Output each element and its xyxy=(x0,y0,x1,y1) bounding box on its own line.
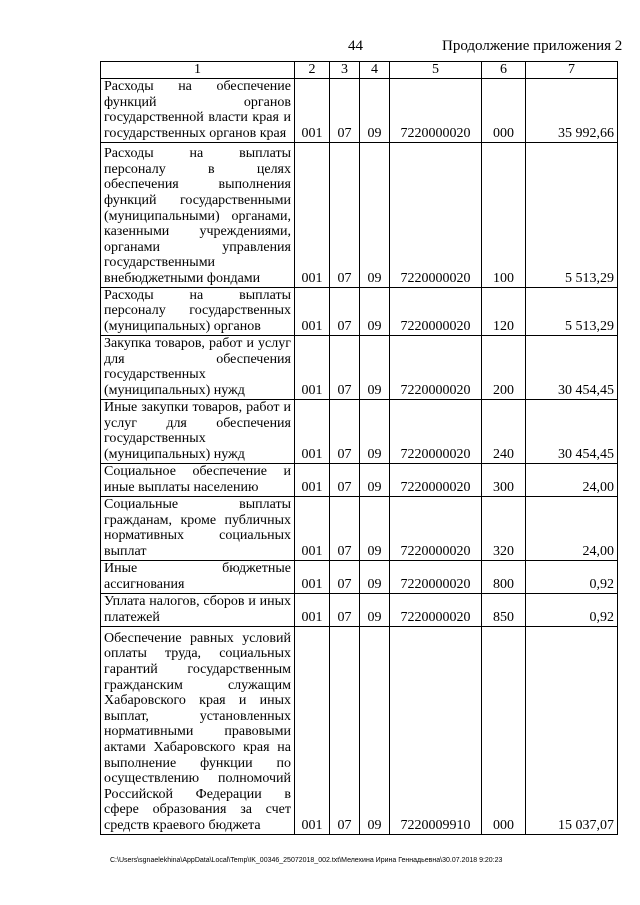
section-code: 07 xyxy=(330,335,360,399)
target-code: 7220000020 xyxy=(390,399,482,463)
table-row xyxy=(101,287,618,335)
target-code: 7220000020 xyxy=(390,593,482,626)
target-code: 7220000020 xyxy=(390,496,482,560)
amount: 5 513,29 xyxy=(526,287,618,335)
expense-type-code: 300 xyxy=(482,463,526,496)
subsection-code: 09 xyxy=(360,626,390,834)
section-code: 07 xyxy=(330,593,360,626)
expense-type-code: 320 xyxy=(482,496,526,560)
expense-type-code: 100 xyxy=(482,142,526,287)
section-code: 07 xyxy=(330,78,360,142)
page-number: 44 xyxy=(348,38,363,54)
amount: 5 513,29 xyxy=(526,142,618,287)
target-code: 7220000020 xyxy=(390,560,482,593)
subsection-code: 09 xyxy=(360,78,390,142)
target-code: 7220000020 xyxy=(390,287,482,335)
amount: 35 992,66 xyxy=(526,78,618,142)
section-code: 07 xyxy=(330,463,360,496)
section-code: 07 xyxy=(330,496,360,560)
column-header: 1 xyxy=(101,62,295,79)
expense-description: Социальное обеспечение и иные выплаты населению xyxy=(101,463,295,496)
table-body xyxy=(101,78,618,834)
target-code: 7220000020 xyxy=(390,78,482,142)
expense-type-code: 850 xyxy=(482,593,526,626)
admin-code: 001 xyxy=(295,78,330,142)
table-row xyxy=(101,399,618,463)
table-row xyxy=(101,560,618,593)
target-code: 7220000020 xyxy=(390,335,482,399)
budget-table xyxy=(100,61,618,835)
amount: 24,00 xyxy=(526,496,618,560)
table-row xyxy=(101,593,618,626)
table-row xyxy=(101,626,618,834)
admin-code: 001 xyxy=(295,142,330,287)
target-code: 7220000020 xyxy=(390,463,482,496)
amount: 30 454,45 xyxy=(526,399,618,463)
expense-description: Иные бюджетные ассигнования xyxy=(101,560,295,593)
amount: 30 454,45 xyxy=(526,335,618,399)
subsection-code: 09 xyxy=(360,496,390,560)
table-row xyxy=(101,78,618,142)
expense-description: Уплата налогов, сборов и иных платежей xyxy=(101,593,295,626)
expense-description: Расходы на обеспечение функций органов государственной власти края и государственных органов края xyxy=(101,78,295,142)
subsection-code: 09 xyxy=(360,560,390,593)
admin-code: 001 xyxy=(295,463,330,496)
subsection-code: 09 xyxy=(360,335,390,399)
column-header: 6 xyxy=(482,62,526,79)
target-code: 7220009910 xyxy=(390,626,482,834)
column-header: 4 xyxy=(360,62,390,79)
appendix-continuation-label: Продолжение приложения 2 xyxy=(442,38,623,54)
admin-code: 001 xyxy=(295,593,330,626)
header-row xyxy=(101,62,618,79)
admin-code: 001 xyxy=(295,626,330,834)
expense-type-code: 240 xyxy=(482,399,526,463)
column-header: 7 xyxy=(526,62,618,79)
section-code: 07 xyxy=(330,399,360,463)
column-header: 3 xyxy=(330,62,360,79)
table-row xyxy=(101,463,618,496)
amount: 15 037,07 xyxy=(526,626,618,834)
section-code: 07 xyxy=(330,560,360,593)
table-row xyxy=(101,496,618,560)
expense-type-code: 000 xyxy=(482,78,526,142)
admin-code: 001 xyxy=(295,399,330,463)
expense-description: Закупка товаров, работ и услуг для обеспечения государственных (муниципальных) нужд xyxy=(101,335,295,399)
expense-description: Расходы на выплаты персоналу в целях обеспечения выполнения функций государственными (муниципальными) органами, казенными учреждениями, органами управления государственными внебюджетными фондами xyxy=(101,142,295,287)
subsection-code: 09 xyxy=(360,287,390,335)
section-code: 07 xyxy=(330,287,360,335)
admin-code: 001 xyxy=(295,496,330,560)
column-header: 2 xyxy=(295,62,330,79)
admin-code: 001 xyxy=(295,335,330,399)
admin-code: 001 xyxy=(295,287,330,335)
subsection-code: 09 xyxy=(360,463,390,496)
section-code: 07 xyxy=(330,626,360,834)
expense-type-code: 200 xyxy=(482,335,526,399)
subsection-code: 09 xyxy=(360,142,390,287)
expense-description: Социальные выплаты гражданам, кроме публичных нормативных социальных выплат xyxy=(101,496,295,560)
table-row xyxy=(101,142,618,287)
subsection-code: 09 xyxy=(360,399,390,463)
table-row xyxy=(101,335,618,399)
subsection-code: 09 xyxy=(360,593,390,626)
amount: 0,92 xyxy=(526,593,618,626)
admin-code: 001 xyxy=(295,560,330,593)
section-code: 07 xyxy=(330,142,360,287)
column-header: 5 xyxy=(390,62,482,79)
amount: 24,00 xyxy=(526,463,618,496)
expense-type-code: 120 xyxy=(482,287,526,335)
expense-description: Иные закупки товаров, работ и услуг для обеспечения государственных (муниципальных) нужд xyxy=(101,399,295,463)
expense-description: Обеспечение равных условий оплаты труда, социальных гарантий государственным гражданским служащим Хабаровского края и иных выплат, установленных нормативными правовыми актами Хабаровского края на выполнение функции по осуществлению полномочий Российской Федерации в сфере образования за счет средств краевого бюджета xyxy=(101,626,295,834)
amount: 0,92 xyxy=(526,560,618,593)
table-header xyxy=(101,62,618,79)
file-path-footer: C:\Users\sgnaelekhina\AppData\Local\Temp\IK_00346_25072018_002.txt\Мелехина Ирина Геннадьевна\30.07.2018 9:20:23 xyxy=(110,857,503,864)
expense-type-code: 000 xyxy=(482,626,526,834)
expense-type-code: 800 xyxy=(482,560,526,593)
expense-description: Расходы на выплаты персоналу государственных (муниципальных) органов xyxy=(101,287,295,335)
target-code: 7220000020 xyxy=(390,142,482,287)
